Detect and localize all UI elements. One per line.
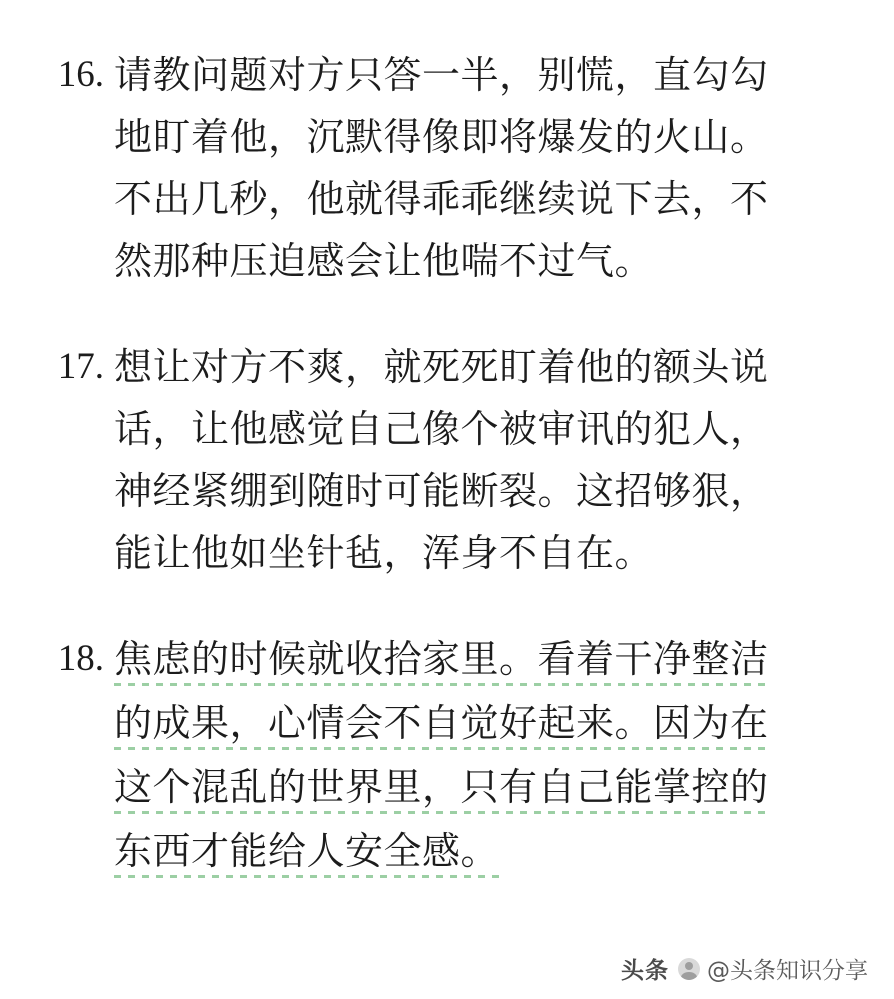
item-text bbox=[108, 628, 860, 884]
text-line: 神经紧绷到随时可能断裂。这招够狠， bbox=[114, 469, 769, 513]
text-line: 东西才能给人安全感。 bbox=[114, 820, 499, 884]
text-line: 不出几秒，他就得乖乖继续说下去，不 bbox=[114, 177, 769, 221]
text-line: 这个混乱的世界里，只有自己能掌控的 bbox=[114, 756, 769, 820]
item-text bbox=[108, 336, 860, 584]
item-number: 16. bbox=[57, 54, 104, 95]
text-line: 地盯着他，沉默得像即将爆发的火山。 bbox=[114, 115, 769, 159]
brand-label: 头条 bbox=[621, 958, 669, 984]
list-item bbox=[34, 44, 860, 292]
text-line: 焦虑的时候就收拾家里。看着干净整洁 bbox=[114, 628, 769, 692]
text-line: 然那种压迫感会让他喘不过气。 bbox=[114, 239, 654, 283]
item-number: 18. bbox=[57, 638, 104, 679]
text-line: 的成果，心情会不自觉好起来。因为在 bbox=[114, 692, 769, 756]
account-handle: @头条知识分享 bbox=[707, 958, 868, 984]
text-line: 想让对方不爽，就死死盯着他的额头说 bbox=[114, 345, 769, 389]
list-item bbox=[34, 336, 860, 584]
text-line: 能让他如坐针毡，浑身不自在。 bbox=[114, 531, 654, 575]
avatar bbox=[678, 958, 700, 980]
watermark bbox=[621, 952, 868, 985]
text-line: 话，让他感觉自己像个被审讯的犯人， bbox=[114, 407, 769, 451]
list-item bbox=[34, 628, 860, 884]
item-number: 17. bbox=[57, 346, 104, 387]
text-line: 请教问题对方只答一半，别慌，直勾勾 bbox=[114, 53, 769, 97]
item-text bbox=[108, 44, 860, 292]
